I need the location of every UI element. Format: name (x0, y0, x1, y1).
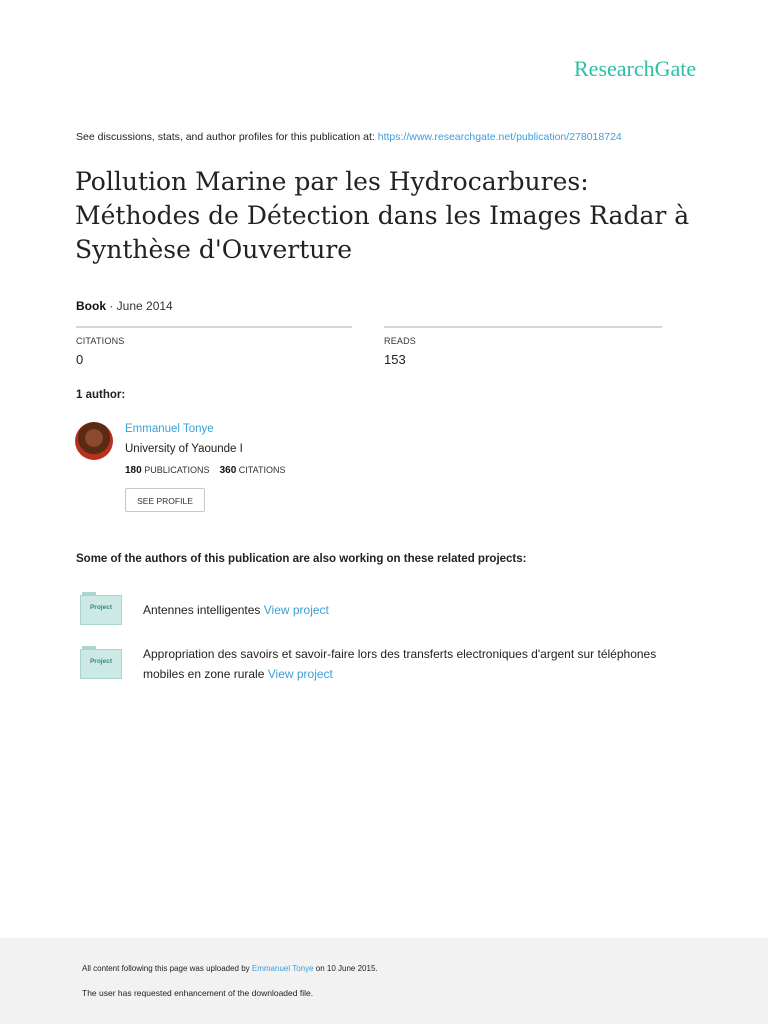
author-citations-count: 360 (219, 465, 237, 476)
upload-prefix: All content following this page was uploaded by (82, 964, 252, 973)
discussion-line (76, 131, 622, 143)
author-name-link[interactable]: Emmanuel Tonye (125, 423, 214, 435)
author-publications-label: PUBLICATIONS (144, 465, 210, 475)
reads-value: 153 (384, 352, 406, 367)
publication-meta (76, 299, 173, 313)
footer-panel (0, 938, 768, 1024)
publication-date: · June 2014 (106, 299, 173, 313)
upload-suffix: on 10 June 2015. (313, 964, 378, 973)
author-publications-count: 180 (125, 465, 142, 476)
author-citations-label: CITATIONS (238, 465, 286, 475)
project-1-view-link[interactable]: View project (263, 603, 329, 617)
enhancement-note: The user has requested enhancement of the downloaded file. (82, 988, 314, 998)
project-item-1 (143, 600, 683, 620)
author-institution: University of Yaounde I (125, 443, 243, 455)
see-profile-button[interactable]: SEE PROFILE (125, 488, 205, 512)
project-folder-icon (80, 649, 122, 679)
title-line-2: Méthodes de Détection dans les Images Radar à (75, 201, 690, 230)
citations-divider (76, 326, 352, 328)
uploader-link[interactable]: Emmanuel Tonye (251, 964, 314, 973)
project-folder-icon (80, 595, 122, 625)
reads-label: READS (384, 336, 417, 346)
reads-divider (384, 326, 662, 328)
researchgate-logo[interactable]: ResearchGate (574, 56, 697, 81)
discussion-prefix: See discussions, stats, and author profiles for this publication at: (76, 131, 378, 143)
publication-url-link[interactable]: https://www.researchgate.net/publication/278018724 (377, 131, 622, 143)
project-icon-label: Project (89, 658, 113, 665)
title-line-3: Synthèse d'Ouverture (75, 235, 353, 264)
author-avatar[interactable] (75, 422, 113, 460)
project-icon-label: Project (89, 604, 113, 611)
publication-title (75, 165, 715, 267)
related-projects-heading: Some of the authors of this publication are also working on these related projects: (76, 553, 527, 565)
upload-notice (82, 964, 378, 973)
author-stats (125, 465, 285, 476)
publication-type: Book (76, 299, 106, 313)
citations-value: 0 (76, 352, 84, 367)
project-2-title: Appropriation des savoirs et savoir-faire lors des transferts electroniques d'argent sur téléphones mobiles en zone rurale (143, 647, 657, 681)
title-line-1: Pollution Marine par les Hydrocarbures: (75, 167, 589, 196)
citations-label: CITATIONS (76, 336, 125, 346)
authors-heading: 1 author: (76, 389, 126, 401)
project-1-title: Antennes intelligentes (143, 603, 264, 617)
project-item-2 (143, 644, 683, 684)
project-2-view-link[interactable]: View project (267, 667, 333, 681)
